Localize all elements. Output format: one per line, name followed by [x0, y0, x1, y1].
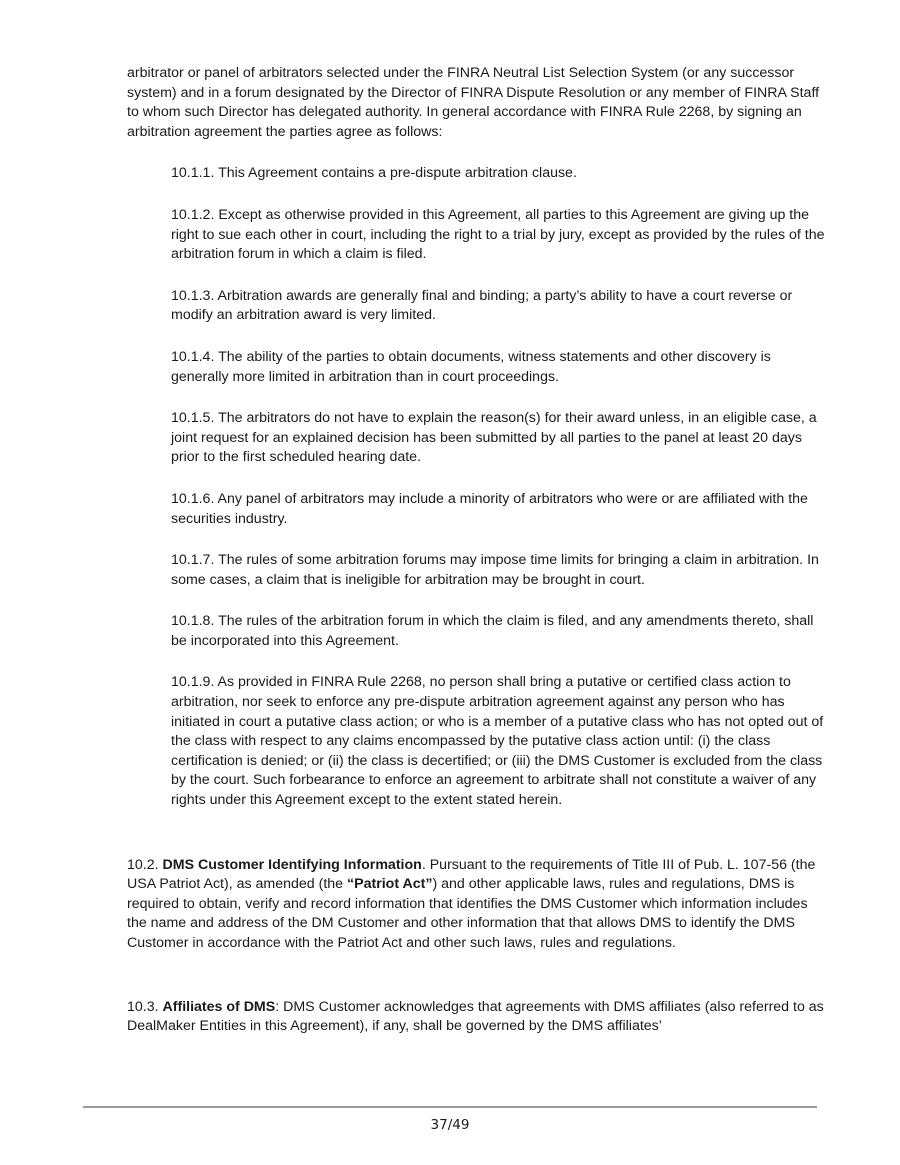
- section-text: ) and other applicable laws, rules and regulations, DMS is required to obtain, verify and record information that identifies the DMS Customer which information includes the name and address of the DM Customer and other information that that allows DMS to identify the DMS Customer in accordance with the Patriot Act and other such laws, rules and regulations.: [127, 876, 808, 951]
- footer-divider: [83, 1106, 817, 1108]
- list-item: 10.1.5. The arbitrators do not have to explain the reason(s) for their award unless, in an eligible case, a joint request for an explained decision has been submitted by all parties to the panel at least 20 days prior to the first scheduled hearing date.: [171, 410, 817, 466]
- page-number: 37/49: [430, 1117, 470, 1133]
- section-heading: DMS Customer Identifying Information: [162, 856, 422, 873]
- list-item: 10.1.1. This Agreement contains a pre-dispute arbitration clause.: [171, 165, 577, 182]
- section-text: . Pursuant to the requirements of Title III of Pub. L. 107-56 (the USA Patriot Act), as amended (the: [127, 856, 816, 893]
- section-10-2-paragraph: [127, 856, 827, 954]
- list-item: 10.1.2. Except as otherwise provided in this Agreement, all parties to this Agreement are giving up the right to sue each other in court, including the right to a trial by jury, except as provided by the rules of the arbitration forum in which a claim is filed.: [171, 206, 825, 263]
- list-item: 10.1.8. The rules of the arbitration forum in which the claim is filed, and any amendments thereto, shall be incorporated into this Agreement.: [171, 613, 814, 649]
- section-heading: Affiliates of DMS: [162, 998, 276, 1015]
- arbitration-terms-list: [171, 164, 827, 810]
- list-item: 10.1.4. The ability of the parties to obtain documents, witness statements and other discovery is generally more limited in arbitration than in court proceedings.: [171, 348, 771, 385]
- document-body: [127, 64, 827, 1037]
- section-number: 10.2.: [127, 856, 163, 873]
- list-item: 10.1.7. The rules of some arbitration forums may impose time limits for bringing a claim in arbitration. In some cases, a claim that is ineligible for arbitration may be brought in court.: [171, 552, 819, 588]
- intro-paragraph: arbitrator or panel of arbitrators selected under the FINRA Neutral List Selection System (or any successor system) and in a forum designated by the Director of FINRA Dispute Resolution or any member of FINRA Staff to whom such Director has delegated authority. In general accordance with FINRA Rule 2268, by signing an arbitration agreement the parties agree as follows:: [127, 65, 820, 140]
- list-item: 10.1.9. As provided in FINRA Rule 2268, no person shall bring a putative or certified class action to arbitration, nor seek to enforce any pre-dispute arbitration agreement against any person who has initiated in court a putative class action; or who is a member of a putative class who has not opted out of the class with respect to any claims encompassed by the putative class action until: (i) the class certification is denied; or (ii) the class is decertified; or (iii) the DMS Customer is excluded from the class by the court. Such forbearance to enforce an agreement to arbitrate shall not constitute a waiver of any rights under this Agreement except to the extent stated herein.: [171, 674, 824, 809]
- list-item: 10.1.6. Any panel of arbitrators may include a minority of arbitrators who were or are affiliated with the securities industry.: [171, 490, 808, 527]
- defined-term: “Patriot Act”: [347, 876, 433, 893]
- section-10-3-paragraph: [127, 998, 827, 1037]
- section-text: : DMS Customer acknowledges that agreements with DMS affiliates (also referred to as DealMaker Entities in this Agreement), if any, shall be governed by the DMS affiliates’: [127, 998, 824, 1035]
- list-item: 10.1.3. Arbitration awards are generally final and binding; a party’s ability to have a court reverse or modify an arbitration award is very limited.: [171, 287, 793, 324]
- section-number: 10.3.: [127, 998, 163, 1015]
